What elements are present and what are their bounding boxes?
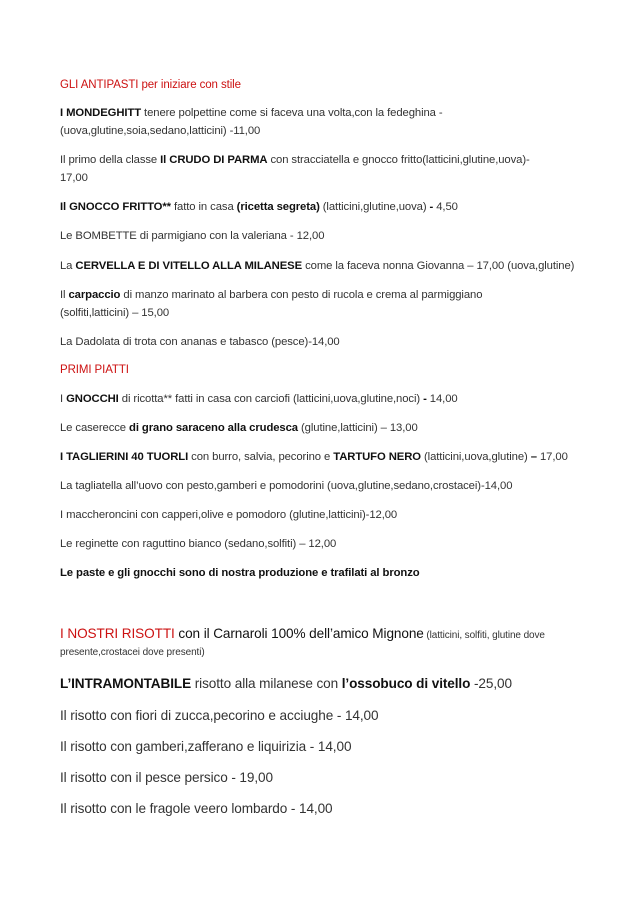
- risotti-title-black: con il Carnaroli 100% dell’amico Mignone: [174, 626, 424, 641]
- dish-allergens: (latticini,uova,glutine): [420, 451, 531, 463]
- dish-name: I TAGLIERINI 40 TUORLI: [60, 451, 189, 463]
- menu-item-continued: (uova,glutine,soia,sedano,latticini) -11,00: [60, 125, 261, 137]
- menu-item: [60, 197, 600, 217]
- dish-prefix: Le caserecce: [60, 422, 130, 434]
- section-title-primi: PRIMI PIATTI: [60, 364, 129, 376]
- dish-prefix: La: [60, 260, 76, 272]
- menu-item: [60, 447, 600, 467]
- menu-item: [60, 150, 600, 170]
- dish-prefix: Il primo della classe: [60, 154, 161, 166]
- dish-desc: (glutine,latticini) – 13,00: [297, 422, 418, 434]
- menu-item: Il risotto con le fragole veero lombardo - 14,00: [60, 801, 333, 816]
- menu-item: Il risotto con il pesce persico - 19,00: [60, 770, 273, 785]
- risotti-allergens-continued: presente,crostacei dove presenti): [60, 647, 205, 658]
- dish-desc: con burro, salvia, pecorino e: [188, 451, 334, 463]
- menu-item: [60, 389, 600, 409]
- dish-name: Il GNOCCO FRITTO**: [60, 201, 171, 213]
- risotti-allergens: (latticini, solfiti, glutine dove: [423, 630, 545, 641]
- dish-price: 17,00: [536, 451, 568, 463]
- dish-price: 14,00: [426, 393, 458, 405]
- menu-item: [60, 285, 600, 305]
- menu-item: La Dadolata di trota con ananas e tabasco (pesce)-14,00: [60, 336, 340, 348]
- dish-allergens: (latticini,glutine,uova): [319, 201, 430, 213]
- dish-desc: con stracciatella e gnocco fritto(latticini,glutine,uova)-: [267, 154, 530, 166]
- dish-highlight: l’ossobuco di vitello: [341, 676, 471, 691]
- dish-desc: fatto in casa: [170, 201, 237, 213]
- menu-item-continued: 17,00: [60, 172, 88, 184]
- menu-item: Il risotto con gamberi,zafferano e liquirizia - 14,00: [60, 739, 352, 754]
- dish-name: Il CRUDO DI PARMA: [160, 154, 268, 166]
- dish-name: di grano saraceno alla crudesca: [129, 422, 298, 434]
- menu-item: I maccheroncini con capperi,olive e pomodoro (glutine,latticini)-12,00: [60, 509, 398, 521]
- menu-item: Le BOMBETTE di parmigiano con la valeriana - 12,00: [60, 230, 325, 242]
- dish-desc: risotto alla milanese con: [191, 676, 342, 691]
- menu-item: Il risotto con fiori di zucca,pecorino e acciughe - 14,00: [60, 708, 379, 723]
- dish-highlight: TARTUFO NERO: [333, 451, 421, 463]
- menu-item: Le reginette con raguttino bianco (sedano,solfiti) – 12,00: [60, 538, 337, 550]
- dish-name: CERVELLA E DI VITELLO ALLA MILANESE: [75, 260, 303, 272]
- dish-dash: -: [429, 201, 434, 213]
- menu-item: La tagliatella all’uovo con pesto,gamberi e pomodorini (uova,glutine,sedano,crostacei)-14,00: [60, 480, 513, 492]
- dish-desc: tenere polpettine come si faceva una volta,con la fedeghina -: [141, 107, 443, 119]
- dish-price: -25,00: [470, 676, 512, 691]
- dish-prefix: Il: [60, 289, 69, 301]
- menu-item: [60, 418, 600, 438]
- dish-highlight: (ricetta segreta): [236, 201, 320, 213]
- dish-desc: come la faceva nonna Giovanna – 17,00 (uova,glutine): [302, 260, 575, 272]
- dish-prefix: I: [60, 393, 67, 405]
- menu-item: [60, 674, 600, 694]
- dish-dash: -: [423, 393, 427, 405]
- dish-price: 4,50: [433, 201, 458, 213]
- dish-dash: –: [530, 451, 537, 463]
- menu-item: [60, 103, 600, 123]
- section-title-antipasti: GLI ANTIPASTI per iniziare con stile: [60, 79, 241, 91]
- menu-item-continued: (solfiti,latticini) – 15,00: [60, 307, 170, 319]
- dish-name: GNOCCHI: [66, 393, 119, 405]
- dish-desc: di ricotta** fatti in casa con carciofi (latticini,uova,glutine,noci): [118, 393, 424, 405]
- risotti-title-red: I NOSTRI RISOTTI: [60, 626, 175, 641]
- menu-item: [60, 256, 600, 276]
- dish-name: L’INTRAMONTABILE: [60, 676, 192, 691]
- dish-desc: di manzo marinato al barbera con pesto di rucola e crema al parmiggiano: [120, 289, 483, 301]
- dish-name: I MONDEGHITT: [60, 107, 142, 119]
- production-note: Le paste e gli gnocchi sono di nostra produzione e trafilati al bronzo: [60, 567, 420, 579]
- dish-name: carpaccio: [68, 289, 121, 301]
